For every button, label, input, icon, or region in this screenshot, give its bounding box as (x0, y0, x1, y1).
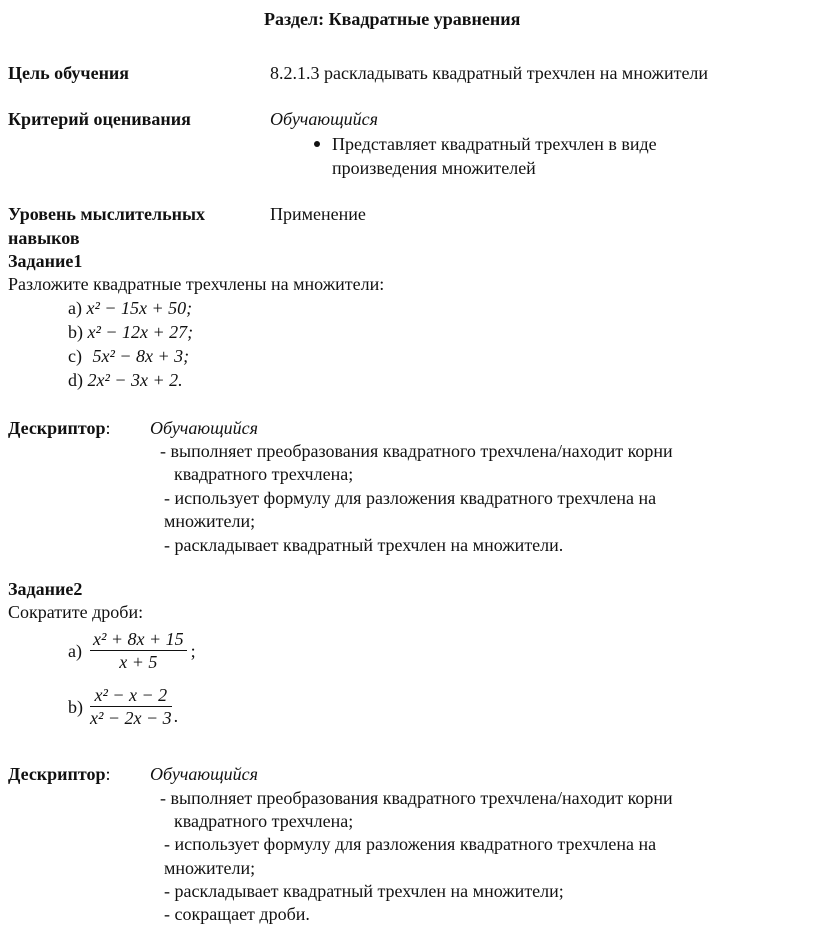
criterion-learner: Обучающийся (270, 109, 379, 129)
task2-title: Задание2 (8, 579, 83, 599)
fraction (90, 628, 187, 673)
criterion-label: Критерий оценивания (8, 109, 191, 129)
task1-item-expr: x² − 15x + 50; (86, 298, 193, 318)
task2-item-label: a) (68, 640, 82, 661)
descriptor2-line: - использует формулу для разложения квадратного трехчлена на (164, 834, 657, 854)
task1-item (68, 297, 192, 319)
descriptor1-line: - использует формулу для разложения квадратного трехчлена на (164, 488, 657, 508)
descriptor1-heading (8, 417, 111, 439)
descriptor1-line: множители; (164, 511, 256, 531)
fraction-end: . (173, 706, 179, 726)
descriptor2-line: квадратного трехчлена; (174, 811, 354, 831)
skills-value: Применение (270, 204, 366, 224)
fraction-denominator: x² − 2x − 3 (90, 708, 172, 728)
fraction-numerator: x² − x − 2 (90, 684, 172, 707)
descriptor1-colon: : (105, 418, 111, 438)
task1-item-expr: 5x² − 8x + 3; (92, 346, 190, 366)
descriptor2-line: множители; (164, 858, 256, 878)
bullet-icon (314, 141, 320, 147)
descriptor2-colon: : (105, 764, 111, 784)
descriptor1-line: - раскладывает квадратный трехчлен на множители. (164, 535, 564, 555)
task1-item-label: a) (68, 298, 82, 318)
task1-title: Задание1 (8, 251, 83, 271)
descriptor1-learner: Обучающийся (150, 418, 259, 438)
descriptor2-line: - выполняет преобразования квадратного трехчлена/находит корни (160, 788, 673, 808)
objective-label: Цель обучения (8, 63, 130, 83)
descriptor1-label: Дескриптор (8, 418, 106, 438)
task1-instruction: Разложите квадратные трехчлены на множители: (8, 274, 385, 294)
task1-item-expr: x² − 12x + 27; (87, 322, 194, 342)
fraction-numerator: x² + 8x + 15 (90, 628, 187, 651)
task1-item-label: b) (68, 322, 83, 342)
task2-item (68, 684, 178, 729)
fraction (90, 684, 172, 729)
task1-item-label: c) (68, 346, 82, 366)
task1-item-label: d) (68, 370, 83, 390)
task1-item (68, 321, 193, 343)
objective-value: 8.2.1.3 раскладывать квадратный трехчлен на множители (270, 63, 709, 83)
descriptor2-label: Дескриптор (8, 764, 106, 784)
task1-item-expr: 2x² − 3x + 2. (87, 370, 183, 390)
descriptor1-line: квадратного трехчлена; (174, 464, 354, 484)
fraction-denominator: x + 5 (119, 652, 158, 672)
task1-item (68, 345, 189, 367)
descriptor2-heading (8, 763, 111, 785)
descriptor2-line: - сокращает дроби. (164, 904, 310, 924)
task2-item-label: b) (68, 696, 83, 717)
criterion-bullet-line1: Представляет квадратный трехчлен в виде (332, 134, 657, 154)
task1-item (68, 369, 183, 391)
section-title: Раздел: Квадратные уравнения (264, 9, 521, 29)
skills-label-line1: Уровень мыслительных (8, 204, 206, 224)
descriptor1-line: - выполняет преобразования квадратного трехчлена/находит корни (160, 441, 673, 461)
task2-item (68, 628, 196, 673)
descriptor2-line: - раскладывает квадратный трехчлен на множители; (164, 881, 564, 901)
task2-instruction: Сократите дроби: (8, 602, 144, 622)
criterion-bullet-line2: произведения множителей (332, 158, 536, 178)
descriptor2-learner: Обучающийся (150, 764, 259, 784)
fraction-end: ; (190, 640, 196, 661)
skills-label-line2: навыков (8, 228, 80, 248)
